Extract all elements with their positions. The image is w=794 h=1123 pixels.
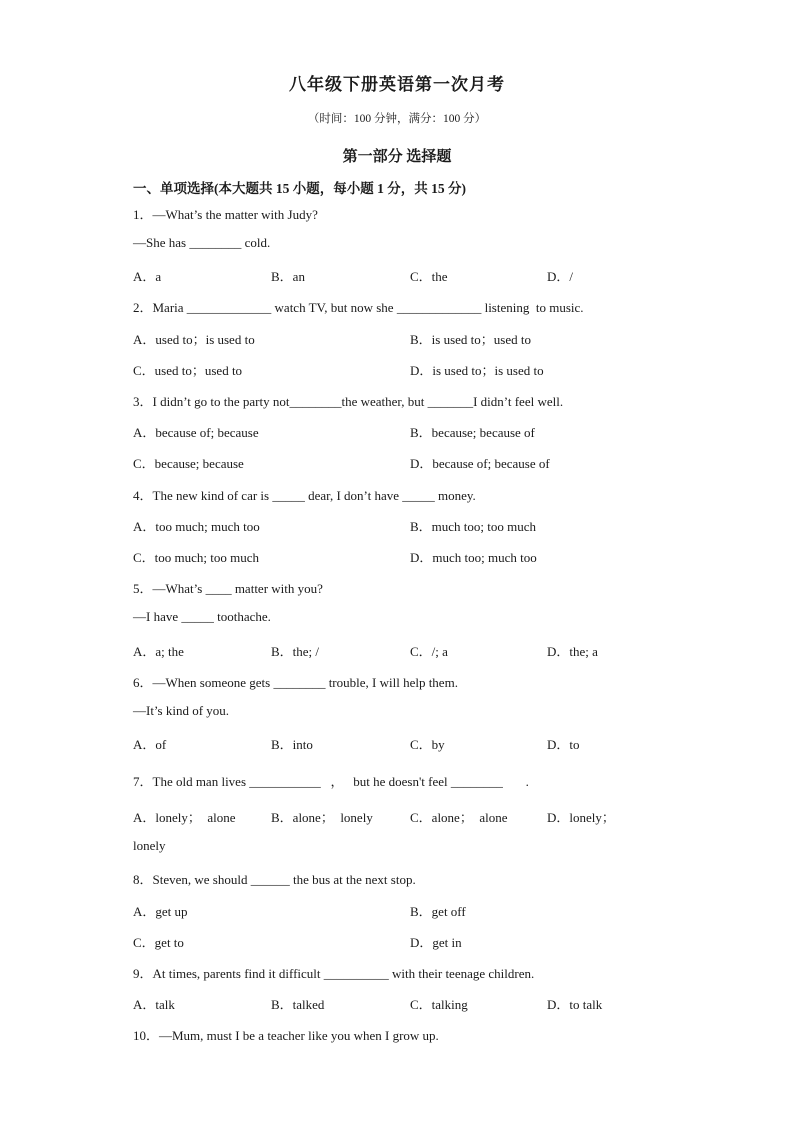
question-3-option-b: B．because; because of — [410, 425, 535, 440]
question-9-option-d: D．to talk — [547, 997, 603, 1012]
question-7-option-d-continued: lonely — [133, 838, 166, 853]
question-6-line2: —It’s kind of you. — [133, 703, 230, 718]
part-heading: 第一部分 选择题 — [342, 149, 452, 165]
question-4-option-d: D．much too; much too — [410, 550, 537, 565]
question-5-stem: 5．—What’s ____ matter with you? — [133, 581, 323, 596]
question-6-option-c: C．by — [410, 737, 445, 752]
exam-title: 八年级下册英语第一次月考 — [289, 75, 505, 94]
question-8-option-b: B．get off — [410, 904, 466, 919]
question-3-option-c: C．because; because — [133, 456, 244, 471]
question-6-option-b: B．into — [271, 737, 313, 752]
exam-subtitle: （时间：100 分钟，满分：100 分） — [307, 113, 487, 125]
question-10-stem: 10．—Mum, must I be a teacher like you when I grow up. — [133, 1028, 439, 1043]
question-3-stem: 3．I didn’t go to the party not________the weather, but _______I didn’t feel well. — [133, 394, 564, 409]
question-9-option-b: B．talked — [271, 997, 325, 1012]
question-2-option-c: C．used to；used to — [133, 363, 243, 378]
question-8-option-a: A．get up — [133, 904, 188, 919]
question-1-option-a: A．a — [133, 269, 162, 284]
question-7-option-c: C．alone； alone — [410, 810, 508, 825]
question-8-option-d: D．get in — [410, 935, 462, 950]
question-1-option-d: D．/ — [547, 269, 574, 284]
question-5-line2: —I have _____ toothache. — [133, 609, 271, 624]
question-1-option-b: B．an — [271, 269, 305, 284]
question-7-stem: 7．The old man lives ___________ ， but he doesn't feel ________ . — [133, 774, 529, 789]
question-4-stem: 4．The new kind of car is _____ dear, I don’t have _____ money. — [133, 488, 476, 503]
question-4-option-c: C．too much; too much — [133, 550, 260, 565]
question-5-option-d: D．the; a — [547, 644, 598, 659]
question-6-option-d: D．to — [547, 737, 580, 752]
question-9-stem: 9．At times, parents find it difficult __________ with their teenage children. — [133, 966, 535, 981]
question-9-option-c: C．talking — [410, 997, 468, 1012]
question-2-option-a: A．used to；is used to — [133, 332, 255, 347]
question-2-option-b: B．is used to；used to — [410, 332, 531, 347]
question-8-option-c: C．get to — [133, 935, 184, 950]
question-4-option-a: A．too much; much too — [133, 519, 260, 534]
question-8-stem: 8．Steven, we should ______ the bus at the next stop. — [133, 872, 416, 887]
question-2-option-d: D．is used to；is used to — [410, 363, 544, 378]
question-4-option-b: B．much too; too much — [410, 519, 537, 534]
question-3-option-a: A．because of; because — [133, 425, 259, 440]
question-6-stem: 6．—When someone gets ________ trouble, I will help them. — [133, 675, 458, 690]
section-heading: 一、单项选择(本大题共 15 小题，每小题 1 分，共 15 分) — [133, 181, 466, 196]
question-3-option-d: D．because of; because of — [410, 456, 550, 471]
question-5-option-c: C．/; a — [410, 644, 448, 659]
question-7-option-a: A．lonely； alone — [133, 810, 236, 825]
question-7-option-d: D．lonely； — [547, 810, 615, 825]
question-5-option-a: A．a; the — [133, 644, 184, 659]
question-6-option-a: A．of — [133, 737, 167, 752]
question-2-stem: 2．Maria _____________ watch TV, but now she _____________ listening to music. — [133, 300, 584, 315]
question-7-option-b: B．alone； lonely — [271, 810, 373, 825]
question-1-option-c: C．the — [410, 269, 448, 284]
question-9-option-a: A．talk — [133, 997, 175, 1012]
question-1-line2: —She has ________ cold. — [133, 235, 271, 250]
question-1-stem: 1．—What’s the matter with Judy? — [133, 207, 318, 222]
question-5-option-b: B．the; / — [271, 644, 320, 659]
